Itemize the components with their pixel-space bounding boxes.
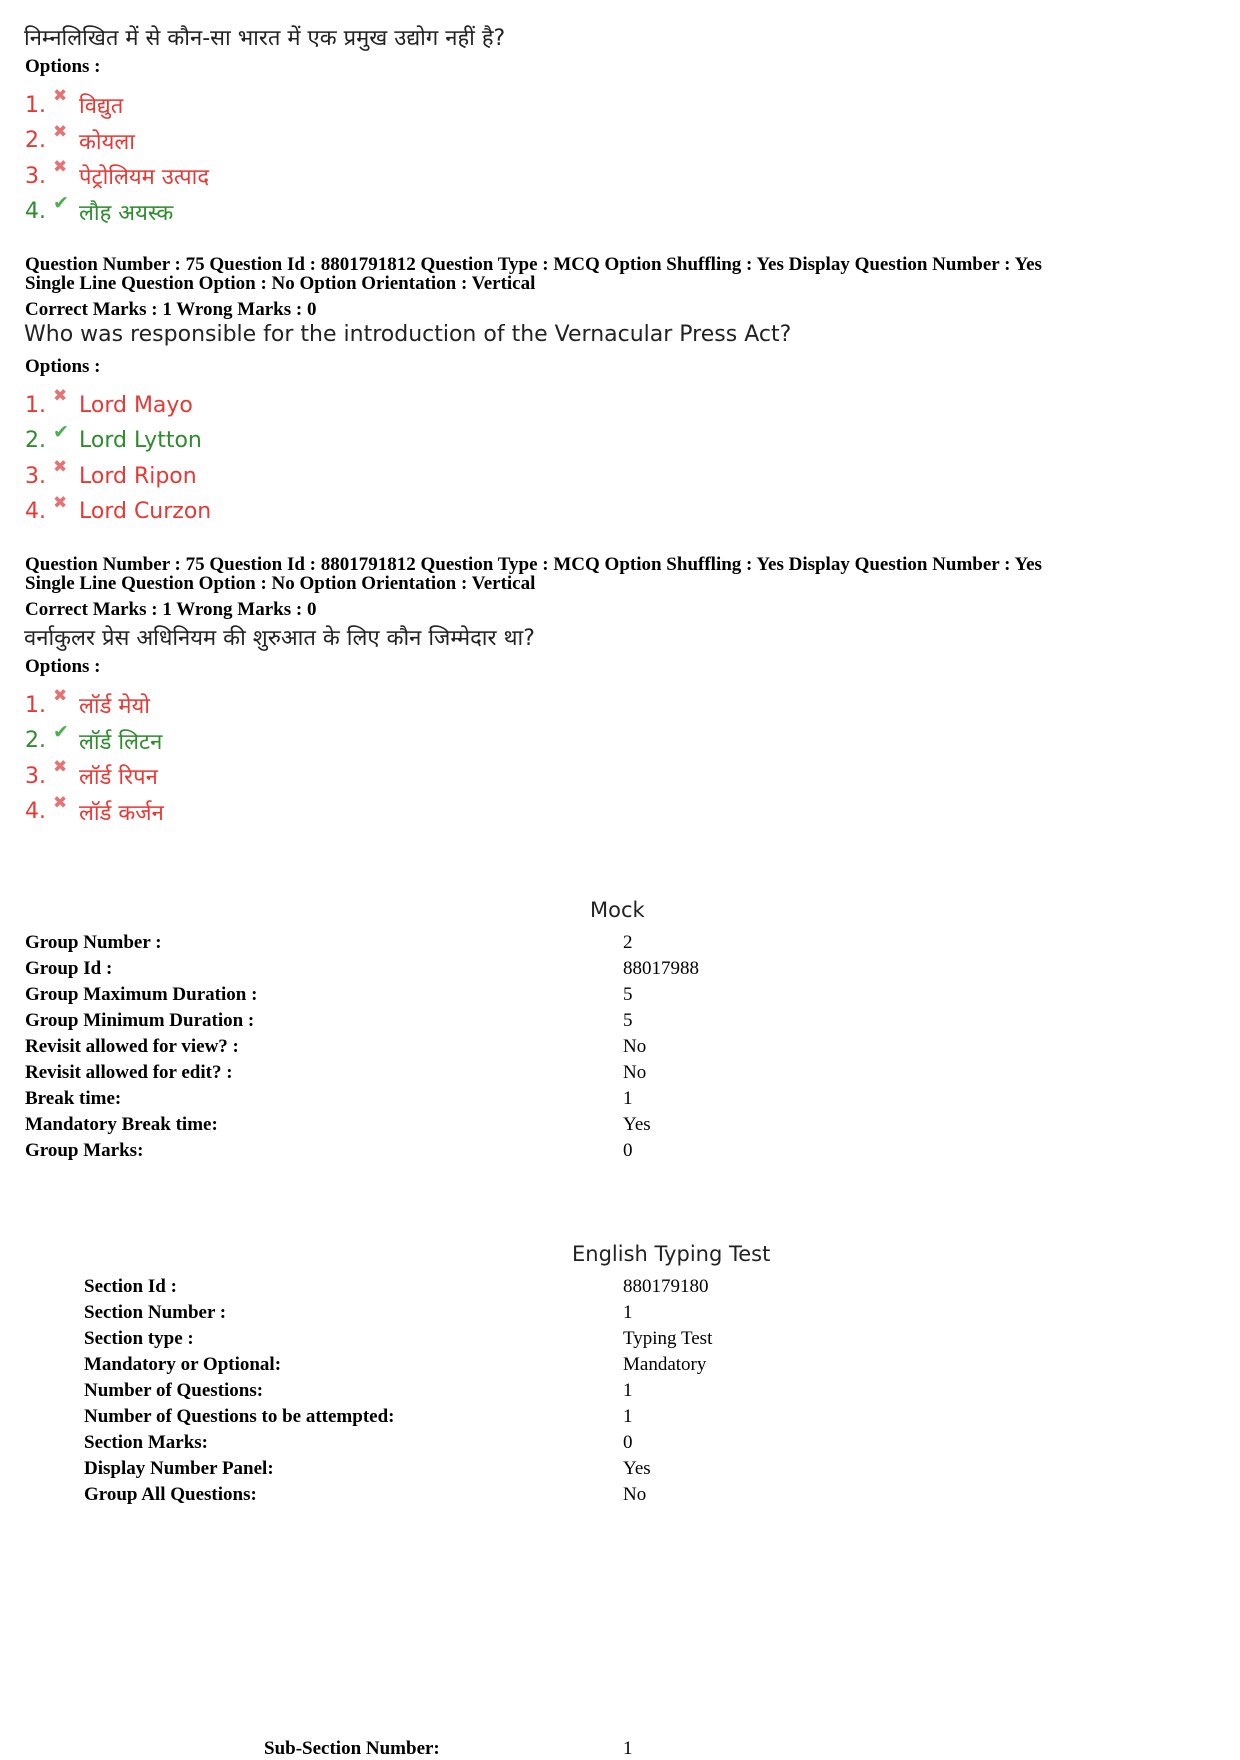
question-text: Who was responsible for the introduction of the Vernacular Press Act? bbox=[24, 322, 792, 347]
info-value: 2 bbox=[623, 932, 633, 953]
cross-icon: ✖ bbox=[53, 386, 68, 406]
option-text: पेट्रोलियम उत्पाद bbox=[79, 165, 210, 190]
info-label: Display Number Panel: bbox=[84, 1458, 274, 1479]
option-item bbox=[25, 388, 193, 422]
option-item bbox=[25, 688, 150, 722]
cross-icon: ✖ bbox=[53, 757, 68, 777]
option-item bbox=[25, 88, 123, 122]
info-label: Revisit allowed for view? : bbox=[25, 1036, 239, 1057]
option-number: 4. bbox=[25, 499, 46, 524]
option-text: Lord Mayo bbox=[79, 392, 193, 418]
subsection-value: 1 bbox=[623, 1738, 633, 1759]
option-item bbox=[25, 191, 174, 229]
option-text: लॉर्ड कर्जन bbox=[79, 800, 164, 826]
cross-icon: ✖ bbox=[53, 792, 68, 813]
option-text: लॉर्ड मेयो bbox=[79, 694, 150, 719]
option-text: लौह अयस्क bbox=[79, 200, 174, 226]
option-number: 2. bbox=[25, 428, 46, 453]
option-text: Lord Lytton bbox=[79, 428, 202, 453]
info-label: Group Marks: bbox=[25, 1140, 144, 1161]
checkmark-icon: ✔ bbox=[53, 420, 69, 443]
info-value: 1 bbox=[623, 1406, 633, 1427]
option-number: 3. bbox=[25, 163, 46, 189]
cross-icon: ✖ bbox=[53, 157, 68, 177]
info-label: Number of Questions to be attempted: bbox=[84, 1406, 395, 1427]
question-text: निम्नलिखित में से कौन-सा भारत में एक प्रमुख उद्योग नहीं है? bbox=[24, 26, 506, 51]
info-value: 0 bbox=[623, 1432, 633, 1453]
option-text: Lord Ripon bbox=[79, 463, 197, 489]
question-meta-line1: Question Number : 75 Question Id : 8801791812 Question Type : MCQ Option Shuffling : Yes Display Question Number : Yes bbox=[25, 554, 1042, 575]
option-text: Lord Curzon bbox=[79, 499, 212, 524]
option-number: 1. bbox=[25, 692, 46, 718]
info-value: 5 bbox=[623, 1010, 633, 1031]
info-label: Section Marks: bbox=[84, 1432, 209, 1453]
question-text: वर्नाकुलर प्रेस अधिनियम की शुरुआत के लिए कौन जिम्मेदार था? bbox=[24, 626, 535, 651]
option-item bbox=[25, 792, 164, 829]
section-title: English Typing Test bbox=[572, 1242, 771, 1266]
option-text: लॉर्ड रिपन bbox=[79, 765, 158, 790]
info-label: Group Number : bbox=[25, 932, 162, 953]
option-item bbox=[25, 720, 163, 758]
info-value: Yes bbox=[623, 1458, 651, 1479]
info-value: No bbox=[623, 1484, 647, 1505]
info-label: Group Minimum Duration : bbox=[25, 1010, 255, 1031]
info-value: Yes bbox=[623, 1114, 651, 1135]
info-value: No bbox=[623, 1036, 647, 1057]
info-label: Section Id : bbox=[84, 1276, 177, 1297]
question-meta-line1: Question Number : 75 Question Id : 8801791812 Question Type : MCQ Option Shuffling : Yes Display Question Number : Yes bbox=[25, 254, 1042, 275]
question-meta-line2: Single Line Question Option : No Option Orientation : Vertical bbox=[25, 573, 536, 594]
info-value: 1 bbox=[623, 1380, 633, 1401]
option-item bbox=[25, 159, 209, 193]
option-number: 4. bbox=[25, 799, 46, 824]
option-item bbox=[25, 420, 202, 458]
info-label: Group All Questions: bbox=[84, 1484, 257, 1505]
option-number: 2. bbox=[25, 128, 46, 153]
option-item bbox=[25, 492, 212, 529]
info-value: 0 bbox=[623, 1140, 633, 1161]
info-label: Group Maximum Duration : bbox=[25, 984, 258, 1005]
question-marks: Correct Marks : 1 Wrong Marks : 0 bbox=[25, 299, 317, 320]
cross-icon: ✖ bbox=[53, 686, 68, 706]
options-label: Options : bbox=[25, 656, 101, 677]
option-item bbox=[25, 759, 158, 793]
info-value: 1 bbox=[623, 1302, 633, 1323]
cross-icon: ✖ bbox=[53, 121, 68, 142]
info-label: Mandatory Break time: bbox=[25, 1114, 218, 1135]
options-label: Options : bbox=[25, 356, 101, 377]
info-value: 88017988 bbox=[623, 958, 699, 979]
group-title: Mock bbox=[590, 898, 645, 922]
option-item bbox=[25, 459, 197, 493]
option-text: कोयला bbox=[79, 129, 135, 155]
checkmark-icon: ✔ bbox=[53, 720, 69, 743]
options-label: Options : bbox=[25, 56, 101, 77]
info-label: Group Id : bbox=[25, 958, 113, 979]
cross-icon: ✖ bbox=[53, 86, 68, 106]
option-number: 2. bbox=[25, 728, 46, 753]
info-value: No bbox=[623, 1062, 647, 1083]
option-text: लॉर्ड लिटन bbox=[79, 729, 163, 755]
info-value: 1 bbox=[623, 1088, 633, 1109]
cross-icon: ✖ bbox=[53, 457, 68, 477]
subsection-label: Sub-Section Number: bbox=[264, 1738, 440, 1759]
cross-icon: ✖ bbox=[53, 492, 68, 513]
info-value: 880179180 bbox=[623, 1276, 709, 1297]
option-number: 1. bbox=[25, 392, 46, 418]
info-label: Section Number : bbox=[84, 1302, 227, 1323]
info-label: Mandatory or Optional: bbox=[84, 1354, 282, 1375]
info-value: 5 bbox=[623, 984, 633, 1005]
question-meta-line2: Single Line Question Option : No Option Orientation : Vertical bbox=[25, 273, 536, 294]
info-label: Break time: bbox=[25, 1088, 122, 1109]
info-label: Section type : bbox=[84, 1328, 194, 1349]
question-marks: Correct Marks : 1 Wrong Marks : 0 bbox=[25, 599, 317, 620]
info-label: Number of Questions: bbox=[84, 1380, 264, 1401]
info-label: Revisit allowed for edit? : bbox=[25, 1062, 233, 1083]
option-text: विद्युत bbox=[79, 94, 124, 119]
option-number: 4. bbox=[25, 199, 46, 224]
info-value: Typing Test bbox=[623, 1328, 713, 1349]
option-number: 3. bbox=[25, 463, 46, 489]
option-item bbox=[25, 121, 135, 158]
option-number: 1. bbox=[25, 92, 46, 118]
info-value: Mandatory bbox=[623, 1354, 707, 1375]
checkmark-icon: ✔ bbox=[53, 191, 69, 214]
option-number: 3. bbox=[25, 763, 46, 789]
